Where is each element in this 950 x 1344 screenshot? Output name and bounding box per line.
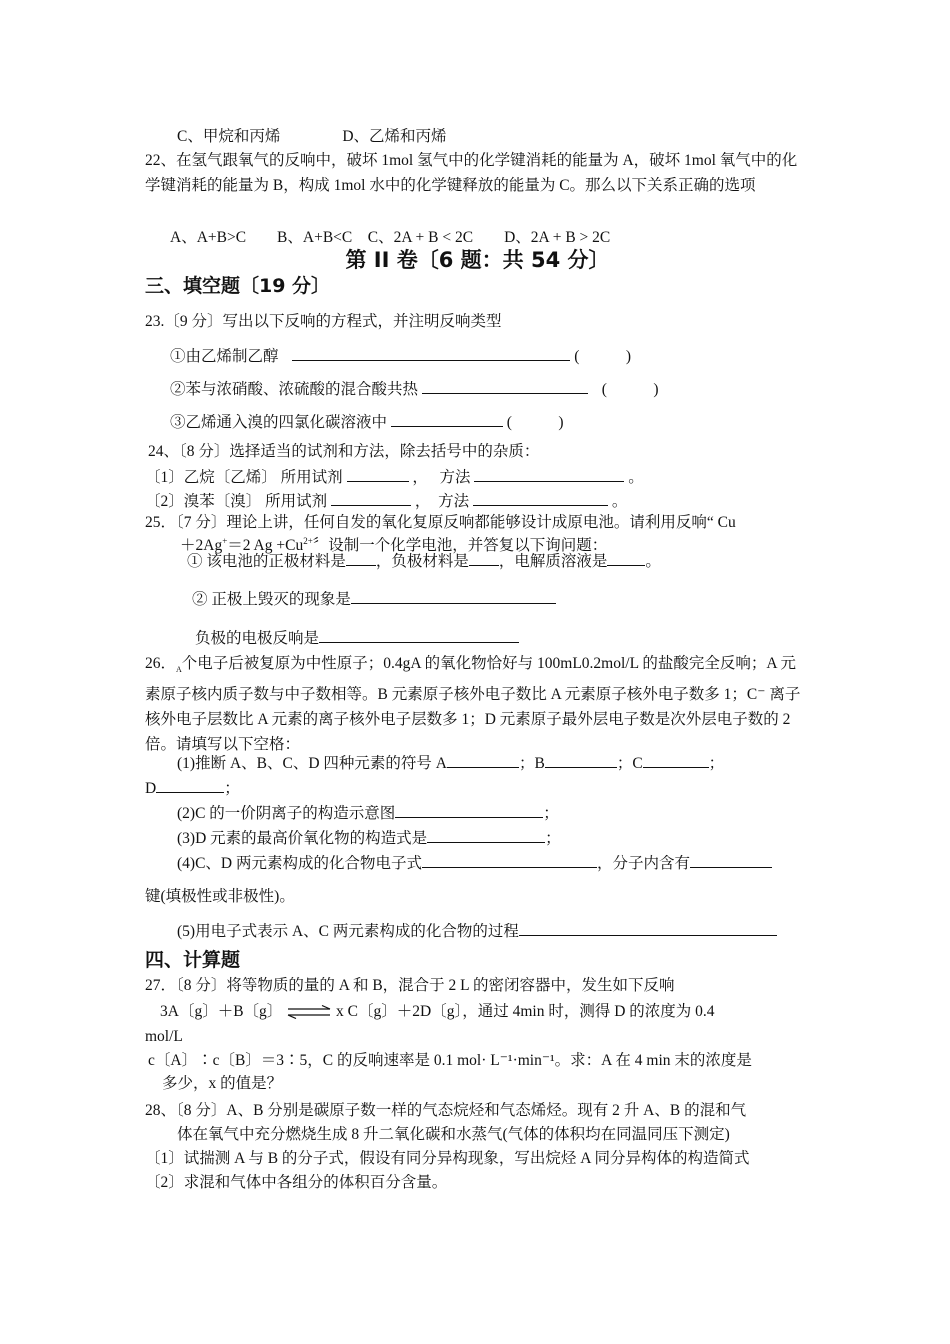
q26-item-4-text: ，分子内含有: [596, 855, 690, 872]
q27-cont-3: 多少，x 的值是？: [162, 1075, 283, 1092]
answer-blank[interactable]: [292, 345, 570, 361]
question-23: 23.〔9 分〕写出以下反响的方程式，并注明反响类型: [145, 313, 502, 330]
q26-item-4-text: (4)C、D 两元素构成的化合物电子式: [177, 855, 422, 872]
q26-item-1: [177, 752, 842, 774]
q26-item-5: [177, 920, 842, 942]
q26-item-2-text: (2)C 的一价阴离子的构造示意图: [177, 805, 396, 822]
label-d: D: [145, 780, 157, 797]
answer-blank[interactable]: [447, 752, 519, 768]
answer-blank[interactable]: [346, 550, 376, 566]
q26-item-4-cont: 键(填极性或非极性)。: [145, 888, 295, 905]
superscript: 2+: [303, 536, 313, 546]
q26-number: 26．: [145, 655, 177, 672]
q23-item-3: [170, 411, 835, 433]
option-line-c-d: C、甲烷和丙烯 D、乙烯和丙烯: [177, 128, 447, 145]
q26-item-1-cont: [145, 777, 810, 799]
q26-item-4: [177, 852, 842, 874]
question-24: 24、〔8 分〕选择适当的试剂和方法，除去括号中的杂质：: [148, 443, 540, 460]
q26-item-3: [177, 827, 842, 849]
q24-item-2: [145, 490, 810, 512]
q26-item-5-text: (5)用电子式表示 A、C 两元素构成的化合物的过程: [177, 923, 519, 940]
equilibrium-arrow-icon: [286, 1005, 332, 1019]
q26-item-1-text: ；B: [518, 755, 545, 772]
q25-item-2-text: ② 正极上毁灭的现象是: [192, 591, 351, 608]
q23-item-3-text: ③乙烯通入溴的四氯化碳溶液中: [170, 414, 388, 431]
q25-item-1-text: ，电解质溶液是: [498, 553, 608, 570]
answer-blank[interactable]: [473, 490, 608, 506]
q24-item-1-text: 〔1〕乙烷〔乙烯〕 所用试剂: [145, 469, 343, 486]
superscript: +: [222, 536, 228, 546]
answer-blank[interactable]: [607, 550, 645, 566]
q23-item-1-text: ①由乙烯制乙醇: [170, 348, 279, 365]
answer-blank[interactable]: [690, 852, 772, 868]
section-title-volume-2: 第 II 卷〔6 题：共 54 分〕: [345, 248, 610, 272]
q28-item-2: 〔2〕求混和气体中各组分的体积百分含量。: [145, 1174, 448, 1191]
equation-part: ＝2 Ag +Cu: [227, 537, 304, 555]
q23-item-2: [170, 378, 835, 400]
answer-blank[interactable]: [391, 411, 503, 427]
q26-item-3-text: (3)D 元素的最高价氧化物的构造式是: [177, 830, 428, 847]
answer-blank[interactable]: [643, 752, 709, 768]
q24-item-2-text: 〔2〕溴苯〔溴〕 所用试剂: [145, 493, 328, 510]
section-heading-fill-in: 三、填空题〔19 分〕: [145, 275, 331, 297]
answer-blank[interactable]: [347, 466, 409, 482]
q25-item-1-text: ① 该电池的正极材料是: [187, 553, 346, 570]
q28-cont: 体在氧气中充分燃烧生成 8 升二氧化碳和水蒸气(气体的体积均在同温同压下测定): [177, 1126, 730, 1143]
q26-item-1-text: ；C: [616, 755, 643, 772]
method-label: ， 方法: [412, 469, 471, 486]
question-25: 25．〔7 分〕理论上讲，任何自发的氧化复原反响都能够设计成原电池。请利用反响“ Cu: [145, 514, 736, 531]
question-27: 27．〔8 分〕将等物质的量的 A 和 B，混合于 2 L 的密闭容器中，发生如下反响: [145, 977, 675, 994]
answer-blank[interactable]: [319, 627, 519, 643]
q26-item-2: [177, 802, 842, 824]
question-26: [145, 651, 810, 757]
answer-blank[interactable]: [519, 920, 777, 936]
answer-blank[interactable]: [545, 752, 617, 768]
punctuation: ；: [545, 830, 561, 847]
reaction-type-paren: ( ): [506, 414, 564, 431]
q27-equation: [160, 1002, 825, 1022]
answer-blank[interactable]: [474, 466, 624, 482]
q25-item-3: [195, 627, 860, 649]
answer-blank[interactable]: [469, 550, 499, 566]
punctuation: 。: [628, 469, 644, 486]
answer-blank[interactable]: [331, 490, 411, 506]
punctuation: 。: [645, 553, 661, 570]
q26-item-1-text: (1)推断 A、B、C、D 四种元素的符号 A: [177, 755, 447, 772]
punctuation: 。: [611, 493, 628, 510]
q23-item-2-text: ②苯与浓硝酸、浓硫酸的混合酸共热: [170, 381, 419, 398]
answer-blank[interactable]: [156, 777, 224, 793]
q25-item-1-text: ，负极材料是: [375, 553, 469, 570]
q26-text: 个电子后被复原为中性原子；0.4gA 的氧化物恰好与 100mL0.2mol/L 的盐酸完全反响；A 元素原子核内质子数与中子数相等。B 元素原子核外电子数比 A 元素原子核外电子数多 1；C⁻ 离子核外电子层数比 A 元素的离子核外电子层数多 1；D 元素原子最外层电子数是次外层电子数的 2 倍。请填写以下空格：: [145, 655, 801, 754]
q23-item-1: [170, 345, 835, 367]
q24-item-1: [145, 466, 810, 488]
question-22: 22、在氢气跟氧气的反响中，破坏 1mol 氢气中的化学键消耗的能量为 A，破坏 1mol 氧气中的化学键消耗的能量为 B，构成 1mol 水中的化学键释放的能量为 C。那么以下关系正确的选项: [145, 152, 798, 194]
reaction-type-paren: ( ): [574, 348, 632, 365]
subscript: A: [176, 665, 182, 675]
question-22-options: A、A+B>C B、A+B<C C、2A + B < 2C D、2A + B > 2C: [170, 229, 611, 246]
punctuation: ；: [708, 755, 725, 772]
equation-part: ＋2Ag: [180, 537, 223, 555]
q27-cont-1: mol/L: [145, 1028, 183, 1045]
q27-cont-2: c〔A〕∶c〔B〕＝3∶5，C 的反响速率是 0.1 mol· L⁻¹·min⁻¹。求：A 在 4 min 末的浓度是: [148, 1052, 752, 1069]
punctuation: ；: [224, 780, 240, 797]
punctuation: ；: [543, 805, 559, 822]
section-heading-calculation: 四、计算题: [145, 949, 241, 971]
question-28: 28、〔8 分〕A、B 分别是碳原子数一样的气态烷烃和气态烯烃。现有 2 升 A、B 的混和气: [145, 1102, 747, 1119]
q28-item-1: 〔1〕试揣测 A 与 B 的分子式，假设有同分异构现象，写出烷烃 A 同分异构体的构造简式: [145, 1150, 750, 1167]
answer-blank[interactable]: [422, 852, 597, 868]
q25-item-2: [192, 588, 857, 610]
answer-blank[interactable]: [395, 802, 543, 818]
reaction-type-paren: ( ): [601, 381, 659, 398]
answer-blank[interactable]: [422, 378, 588, 394]
q25-item-3-text: 负极的电极反响是: [195, 630, 320, 647]
equation-right: x C〔g〕＋2D〔g〕，通过 4min 时，测得 D 的浓度为 0.4: [336, 1003, 715, 1020]
answer-blank[interactable]: [427, 827, 545, 843]
equation-part: 〞设制一个化学电池，并答复以下询问题：: [312, 537, 608, 555]
method-label: ， 方法: [414, 493, 470, 510]
q25-item-1: [187, 550, 852, 572]
equation-left: 3A〔g〕＋B〔g〕: [160, 1003, 283, 1020]
answer-blank[interactable]: [351, 588, 556, 604]
